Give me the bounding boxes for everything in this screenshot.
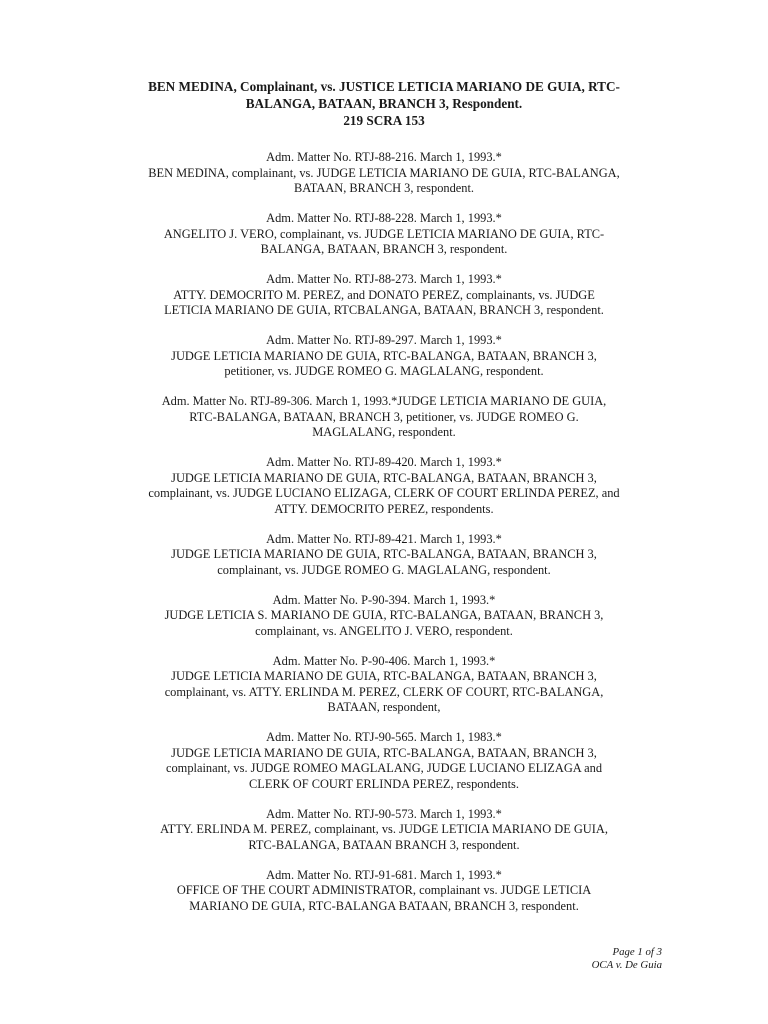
matter-parties-line: JUDGE LETICIA MARIANO DE GUIA, RTC-BALANGA, BATAAN, BRANCH 3, [171, 470, 597, 485]
matter-parties-line: JUDGE LETICIA S. MARIANO DE GUIA, RTC-BALANGA, BATAAN, BRANCH 3, [164, 608, 604, 622]
matter-entry [70, 868, 698, 915]
page-number: Page 1 of 3 [612, 946, 662, 958]
matter-parties-line: complainant, vs. JUDGE ROMEO MAGLALANG, JUDGE LUCIANO ELIZAGA and [165, 761, 603, 775]
matter-parties-line: JUDGE LETICIA MARIANO DE GUIA, RTC-BALANGA, BATAAN, BRANCH 3, [171, 348, 597, 363]
page-footer [592, 946, 662, 972]
matter-parties-line: complainant, vs. JUDGE LUCIANO ELIZAGA, CLERK OF COURT ERLINDA PEREZ, and [148, 486, 620, 500]
matter-number-line: Adm. Matter No. RTJ-90-573. March 1, 1993.* [266, 806, 502, 821]
matter-entry [70, 730, 698, 792]
matter-parties-line: complainant, vs. JUDGE ROMEO G. MAGLALANG, respondent. [217, 562, 551, 577]
matter-number-line: Adm. Matter No. P-90-394. March 1, 1993.* [272, 592, 496, 607]
matter-parties-line: complainant, vs. ATTY. ERLINDA M. PEREZ, CLERK OF COURT, RTC-BALANGA, [164, 684, 604, 699]
matter-parties-line: JUDGE LETICIA MARIANO DE GUIA, RTC-BALANGA, BATAAN, BRANCH 3, [171, 669, 597, 683]
matter-entry [70, 150, 698, 197]
matter-parties-line: JUDGE LETICIA MARIANO DE GUIA, RTC-BALANGA, BATAAN, BRANCH 3, [171, 745, 597, 760]
matter-parties-line: BALANGA, BATAAN, BRANCH 3, respondent. [260, 242, 508, 256]
matter-entry [70, 211, 698, 258]
entries-list [70, 150, 698, 929]
matter-entry [70, 654, 698, 716]
matter-parties-line: ATTY. ERLINDA M. PEREZ, complainant, vs. JUDGE LETICIA MARIANO DE GUIA, [160, 822, 608, 836]
matter-entry [70, 593, 698, 640]
matter-parties-line: JUDGE LETICIA MARIANO DE GUIA, RTC-BALANGA, BATAAN, BRANCH 3, [171, 547, 597, 561]
matter-parties-line: LETICIA MARIANO DE GUIA, RTCBALANGA, BATAAN, BRANCH 3, respondent. [164, 303, 604, 317]
matter-number-line: Adm. Matter No. RTJ-88-228. March 1, 1993.* [266, 211, 502, 225]
matter-number-line: Adm. Matter No. RTJ-89-297. March 1, 1993.* [266, 333, 502, 347]
matter-parties-line: complainant, vs. ANGELITO J. VERO, respondent. [255, 623, 513, 638]
matter-parties-line: RTC-BALANGA, BATAAN, BRANCH 3, petitioner, vs. JUDGE ROMEO G. [189, 409, 579, 424]
title-line-2: BALANGA, BATAAN, BRANCH 3, Respondent. [245, 96, 523, 111]
matter-parties-line: BATAAN, BRANCH 3, respondent. [293, 181, 475, 195]
matter-parties-line: ATTY. DEMOCRITO PEREZ, respondents. [274, 501, 494, 516]
matter-parties-line: petitioner, vs. JUDGE ROMEO G. MAGLALANG, respondent. [224, 364, 544, 378]
matter-entry [70, 807, 698, 854]
title-line-1: BEN MEDINA, Complainant, vs. JUSTICE LETICIA MARIANO DE GUIA, RTC- [148, 79, 620, 94]
matter-parties-line: BEN MEDINA, complainant, vs. JUDGE LETICIA MARIANO DE GUIA, RTC-BALANGA, [148, 165, 620, 180]
matter-entry [70, 394, 698, 441]
matter-parties-line: BATAAN, respondent, [327, 700, 441, 714]
matter-number-line: Adm. Matter No. RTJ-89-420. March 1, 1993.* [266, 455, 502, 469]
matter-number-line: Adm. Matter No. P-90-406. March 1, 1993.* [272, 653, 496, 668]
matter-number-line: Adm. Matter No. RTJ-90-565. March 1, 1983.* [266, 730, 502, 744]
matter-parties-line: ANGELITO J. VERO, complainant, vs. JUDGE LETICIA MARIANO DE GUIA, RTC- [163, 226, 605, 241]
matter-parties-line: MAGLALANG, respondent. [312, 425, 456, 439]
matter-number-line: Adm. Matter No. RTJ-88-273. March 1, 1993.* [266, 272, 502, 286]
citation: 219 SCRA 153 [343, 113, 425, 128]
matter-number-line: Adm. Matter No. RTJ-89-306. March 1, 1993.*JUDGE LETICIA MARIANO DE GUIA, [161, 394, 607, 408]
matter-parties-line: MARIANO DE GUIA, RTC-BALANGA BATAAN, BRANCH 3, respondent. [189, 898, 579, 913]
matter-number-line: Adm. Matter No. RTJ-91-681. March 1, 1993.* [266, 867, 502, 882]
matter-parties-line: CLERK OF COURT ERLINDA PEREZ, respondents. [249, 776, 519, 791]
matter-parties-line: ATTY. DEMOCRITO M. PEREZ, and DONATO PEREZ, complainants, vs. JUDGE [173, 287, 595, 302]
matter-number-line: Adm. Matter No. RTJ-88-216. March 1, 1993.* [266, 150, 502, 164]
matter-parties-line: OFFICE OF THE COURT ADMINISTRATOR, complainant vs. JUDGE LETICIA [176, 883, 592, 897]
matter-parties-line: RTC-BALANGA, BATAAN BRANCH 3, respondent. [248, 837, 520, 852]
matter-entry [70, 333, 698, 380]
case-title [80, 78, 688, 129]
matter-number-line: Adm. Matter No. RTJ-89-421. March 1, 1993.* [266, 531, 502, 546]
matter-entry [70, 272, 698, 319]
case-short-title: OCA v. De Guia [591, 959, 662, 971]
matter-entry [70, 532, 698, 579]
matter-entry [70, 455, 698, 517]
